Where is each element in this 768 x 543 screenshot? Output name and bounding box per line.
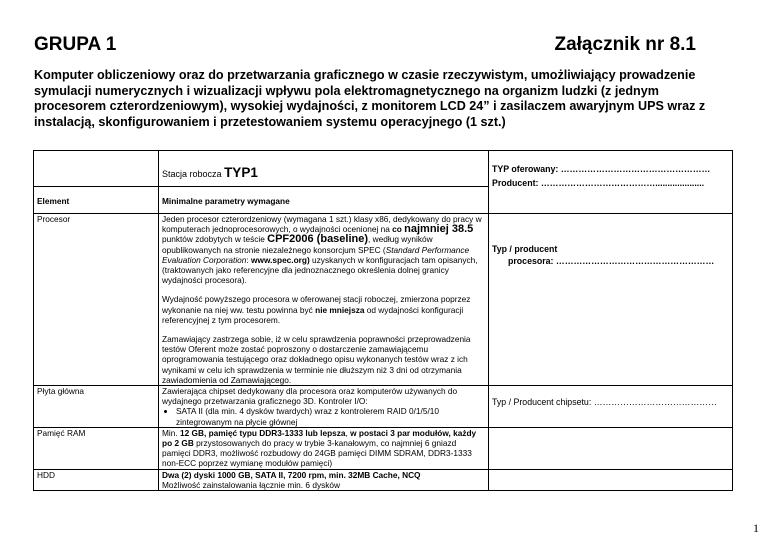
- producent: Producent: …………………………………....................: [492, 178, 705, 188]
- attachment-heading: Załącznik nr 8.1: [554, 34, 696, 55]
- col-min-header: Minimalne parametry wymagane: [159, 187, 489, 214]
- plyta-offer: [489, 386, 733, 428]
- procesor-p1: Jeden procesor czterordzeniowy (wymagana 1 szt.) klasy x86, dedykowany do pracy w komputerach jednoprocesorowych, o wydajności ocenionej na co najmniej 38.5 punktów zdobytych w teście CPF2006 (baseline), według wyników opublikowanych na stronie niezależnego konsorcjum SPEC (Standard Performance Evaluation Corporation: www.spec.org) uzyskanych w konfiguracjach tam opisanych, (traktowanych jako referencyjne dla jednoznacznego określenia dolnej granicy wydajności procesora).: [162, 214, 482, 286]
- stacja-cell: [159, 151, 489, 187]
- procesor-label: Procesor: [34, 214, 159, 386]
- table-row: [34, 386, 733, 428]
- procesor-typ-label: Typ / producent: [492, 244, 558, 254]
- typ-oferowany: TYP oferowany: ……………………………………………: [492, 164, 711, 174]
- hdd-requirements: Dwa (2) dyski 1000 GB, SATA II, 7200 rpm, min. 32MB Cache, NCQ Możliwość zainstalowania łącznie min. 6 dysków: [159, 469, 489, 490]
- ram-requirements: Min. 12 GB, pamięć typu DDR3-1333 lub lepsza, w postaci 3 par modułów, każdy po 2 GB przystosowanych do pracy w trybie 3-kanałowym, co najmniej 6 gniazd pamięci DDR3, możliwość rozbudowy do 24GB pamięci DIMM SDRAM, DDR3-1333 non-ECC poprzez wymianę modułów pamięci): [159, 427, 489, 469]
- table-row: [34, 214, 733, 386]
- procesor-p3: Zamawiający zastrzega sobie, iż w celu sprawdzenia poprawności przeprowadzenia testów Oferent może zostać poproszony o dostarczenie zamawiającemu oprogramowania testującego oraz dokładnego opisu wykonanych testów wraz z ich wynikami w celu ich sprawdzenia w terminie nie dłuższym niż 3 dni od otrzymania zawiadomienia od Zamawiającego.: [162, 334, 471, 385]
- page-number: 1: [753, 521, 759, 535]
- plyta-label: Płyta główna: [34, 386, 159, 428]
- stacja-type: TYP1: [224, 165, 258, 180]
- ram-offer: [489, 427, 733, 469]
- group-heading: GRUPA 1: [34, 34, 117, 55]
- table-row: [34, 469, 733, 490]
- stacja-label: Stacja robocza: [162, 169, 222, 179]
- list-item: • SATA II (dla min. 4 dysków twardych) wraz z kontrolerem RAID 0/1/5/10: [176, 406, 485, 416]
- intro-paragraph: Komputer obliczeniowy oraz do przetwarzania graficznego w czasie rzeczywistym, umożliwiający prowadzenie symulacji numerycznych i wizualizacji wpływu pola elektromagnetycznego na organizm ludzki (z jednym procesorem czterordzeniowym), wysokiej wydajności, z monitorem LCD 24” i zasilaczem awaryjnym UPS wraz z instalacją, skonfigurowaniem i przetestowaniem systemu operacyjnego (1 szt.): [34, 68, 706, 129]
- table-row: [34, 151, 733, 187]
- spec-table: [33, 150, 733, 491]
- table-cell: [34, 151, 159, 187]
- hdd-offer: [489, 469, 733, 490]
- table-row: [34, 427, 733, 469]
- ram-label: Pamięć RAM: [34, 427, 159, 469]
- procesor-typ-value: procesora: ………………………………………………: [508, 256, 715, 266]
- procesor-p2: Wydajność powyższego procesora w oferowanej stacji roboczej, zmierzona poprzez wykonanie na niej ww. testu powinna być nie mniejsza od wydajności konfiguracji referencyjnej z tym procesorem.: [162, 294, 471, 325]
- hdd-label: HDD: [34, 469, 159, 490]
- plyta-requirements: Zawierająca chipset dedykowany dla procesora oraz komputerów używanych do wydajnego przetwarzania graficznego 3D. Kontroler I/O: • SATA II (dla min. 4 dysków twardych) wraz z kontrolerem RAID 0/1/5/10 zintegrowanym na płycie głównej: [159, 386, 489, 428]
- col-element-header: Element: [34, 187, 159, 214]
- chipset-typ: Typ / Producent chipsetu: ……………………………………: [492, 397, 717, 408]
- offer-header-cell: [489, 151, 733, 214]
- procesor-requirements: [159, 214, 489, 386]
- procesor-offer: [489, 214, 733, 386]
